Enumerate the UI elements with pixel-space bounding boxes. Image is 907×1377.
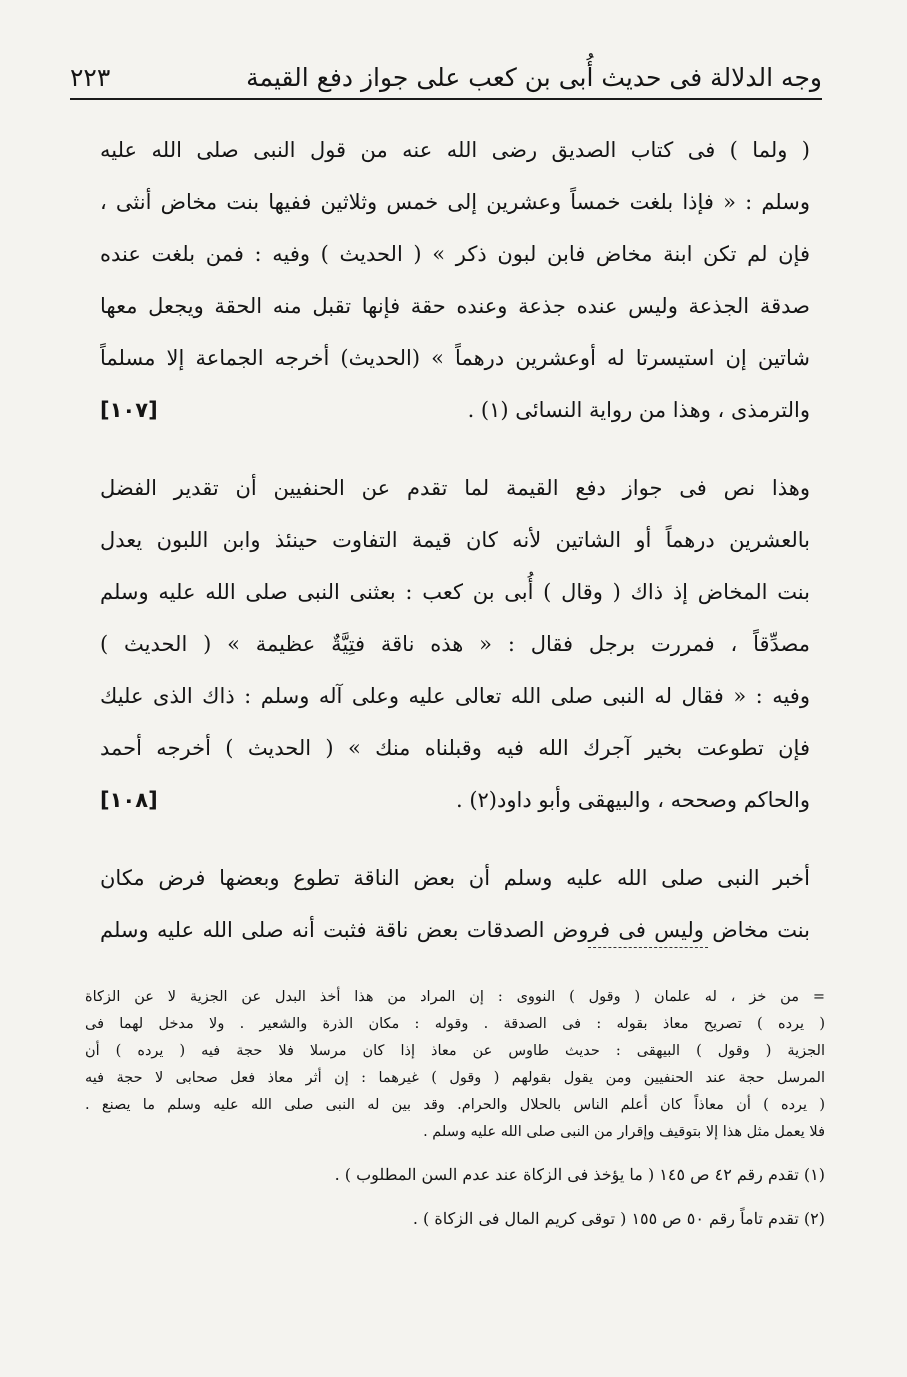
note-line: ( يرده ) تصريح معاذ بقوله : فى الصدقة . وقوله : مكان الذرة والشعير . ولا مدخل لهما فى (85, 1016, 825, 1032)
running-title: وجه الدلالة فى حديث أُبى بن كعب على جواز دفع القيمة (246, 63, 822, 92)
paragraph-1 (100, 124, 810, 436)
last-line-row (100, 384, 810, 436)
text-line: والترمذى ، وهذا من رواية النسائى (١) . (467, 398, 810, 422)
text-line: شاتين إن استيسرتا له أوعشرين درهماً » (الحديث) أخرجه الجماعة إلا مسلماً (100, 346, 810, 370)
text-line: وهذا نص فى جواز دفع القيمة لما تقدم عن الحنفيين أن تقدير الفضل (100, 476, 810, 500)
hadith-number: [١٠٧] (100, 398, 158, 422)
text-line: وسلم : « فإذا بلغت خمساً وعشرين إلى خمس وثلاثين ففيها بنت مخاض أنثى ، (100, 190, 810, 214)
last-line-row (100, 774, 810, 826)
continued-note (85, 984, 825, 1146)
text-line: وفيه : « فقال له النبى صلى الله تعالى عليه وعلى آله وسلم : ذاك الذى عليك (100, 684, 810, 708)
footnote-1: (١) تقدم رقم ٤٢ ص ١٤٥ ( ما يؤخذ فى الزكاة عند عدم السن المطلوب ) . (334, 1165, 825, 1184)
main-text (100, 124, 810, 956)
hadith-number: [١٠٨] (100, 788, 158, 812)
note-line: الجزية ( وقول ) البيهقى : حديث طاوس عن معاذ إذا كان مرسلا فلا حجة فيه ( يرده ) أن (85, 1043, 825, 1059)
page-number: ٢٢٣ (70, 63, 111, 92)
footnote-gap (85, 1190, 825, 1204)
paragraph-gap (100, 826, 810, 852)
note-line: فلا يعمل مثل هذا إلا بتوقيف وإقرار من النبى صلى الله عليه وسلم . (423, 1124, 825, 1140)
paragraph-gap (100, 436, 810, 462)
text-line: بنت المخاض إذ ذاك ( وقال ) أُبى بن كعب : بعثنى النبى صلى الله عليه وسلم (100, 580, 810, 604)
header-rule (70, 98, 822, 100)
text-line: فإن تطوعت بخير آجرك الله فيه وقبلناه منك » ( الحديث ) أخرجه أحمد (100, 736, 810, 760)
text-line: ( ولما ) فى كتاب الصديق رضى الله عنه من قول النبى صلى الله عليه (100, 138, 810, 162)
note-line: ( يرده ) أن معاذاً كان أعلم الناس بالحلال والحرام. وقد بين له النبى صلى الله عليه وسلم ما يصنع . (85, 1097, 825, 1113)
note-line: المرسل حجة عند الحنفيين ومن يقول بقولهم ( وقول ) غيرهما : إن أثر معاذ فعل صحابى لا حجة فيه (85, 1070, 825, 1086)
text-line: بالعشرين درهماً أو الشاتين لأنه كان قيمة التفاوت حينئذ وابن اللبون يعدل (100, 528, 810, 552)
text-line: أخبر النبى صلى الله عليه وسلم أن بعض الناقة تطوع وبعضها فرض مكان (100, 866, 810, 890)
footnote-separator (588, 947, 708, 948)
footnotes-area (85, 984, 825, 1234)
text-line: صدقة الجذعة وليس عنده جذعة وعنده حقة فإنها تقبل منه الحقة ويجعل معها (100, 294, 810, 318)
note-line: = من خز ، له علمان ( وقول ) النووى : إن المراد من هذا أخذ البدل عن الجزية لا عن الزكاة (85, 989, 825, 1005)
paragraph-3 (100, 852, 810, 956)
text-line: مصدِّقاً ، فمررت برجل فقال : « هذه ناقة فتِيَّةٌ عظيمة » ( الحديث ) (100, 632, 810, 656)
text-line: بنت مخاض وليس فى فروض الصدقات بعض ناقة فثبت أنه صلى الله عليه وسلم (100, 918, 810, 942)
text-line: فإن لم تكن ابنة مخاض فابن لبون ذكر » ( الحديث ) وفيه : فمن بلغت عنده (100, 242, 810, 266)
paragraph-2 (100, 462, 810, 826)
footnote-gap (85, 1146, 825, 1160)
page-header (70, 44, 822, 92)
text-line: والحاكم وصححه ، والبيهقى وأبو داود(٢) . (455, 788, 810, 812)
footnote-2: (٢) تقدم تاماً رقم ٥٠ ص ١٥٥ ( توقى كريم المال فى الزكاة ) . (412, 1209, 825, 1228)
